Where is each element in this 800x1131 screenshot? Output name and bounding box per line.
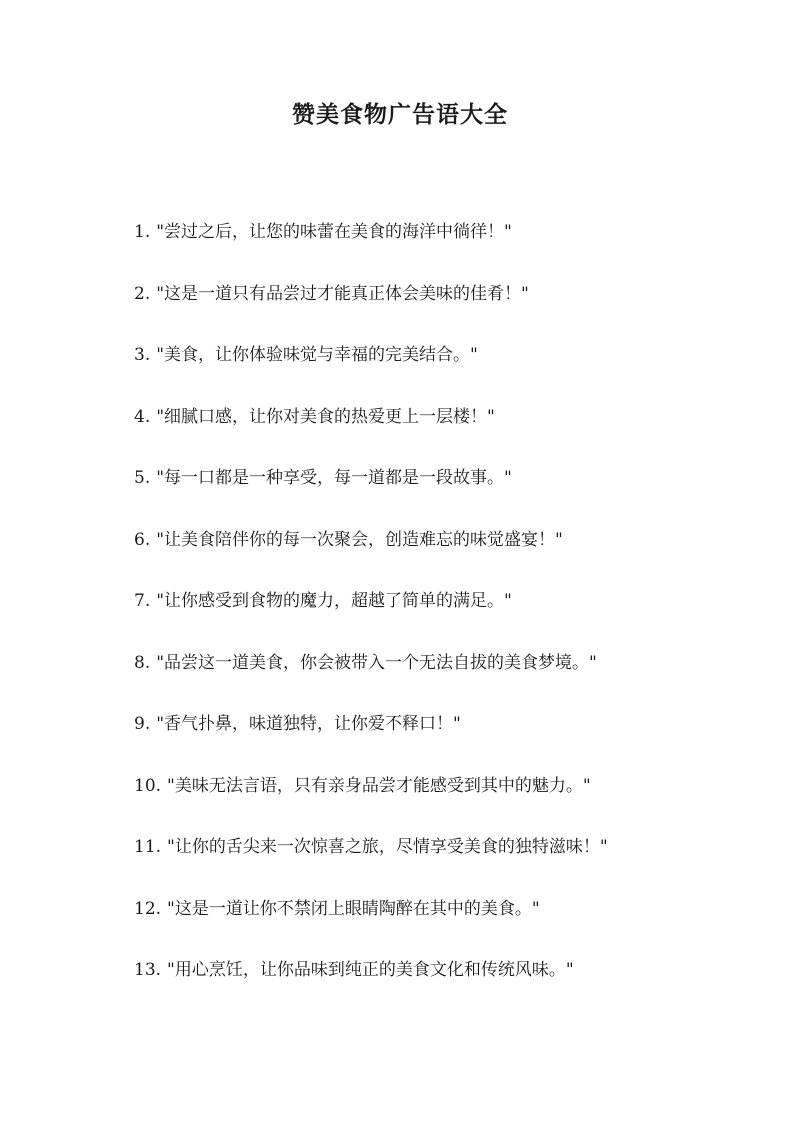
list-item — [134, 772, 774, 834]
item-number: 7. — [134, 591, 151, 611]
list-item — [134, 403, 774, 465]
item-number: 9. — [134, 714, 151, 734]
item-number: 4. — [134, 406, 151, 427]
list-item — [134, 218, 774, 280]
item-text: "让你感受到食物的魔力，超越了简单的满足。" — [156, 591, 512, 611]
item-text: "让美食陪伴你的每一次聚会，创造难忘的味觉盛宴！" — [156, 529, 563, 550]
item-number: 5. — [134, 468, 151, 488]
item-text: "细腻口感，让你对美食的热爱更上一层楼！" — [156, 406, 495, 427]
item-text: "这是一道只有品尝过才能真正体会美味的佳肴！" — [156, 283, 529, 304]
item-text: "用心烹饪，让你品味到纯正的美食文化和传统风味。" — [167, 960, 574, 980]
item-number: 13. — [134, 960, 162, 980]
slogan-list — [134, 218, 774, 1018]
document-title: 赞美食物广告语大全 — [292, 101, 508, 128]
item-text: "这是一道让你不禁闭上眼睛陶醉在其中的美食。" — [167, 898, 540, 919]
item-number: 10. — [134, 775, 162, 796]
item-text: "尝过之后，让您的味蕾在美食的海洋中徜徉！" — [156, 222, 512, 242]
list-item — [134, 710, 774, 772]
list-item — [134, 280, 774, 342]
list-item — [134, 833, 774, 895]
item-number: 2. — [134, 283, 151, 304]
item-text: "美食，让你体验味觉与幸福的完美结合。" — [156, 345, 478, 365]
item-number: 11. — [134, 837, 162, 857]
item-text: "香气扑鼻，味道独特，让你爱不释口！" — [156, 714, 461, 734]
list-item — [134, 956, 774, 1018]
list-item — [134, 341, 774, 403]
list-item — [134, 464, 774, 526]
item-text: "每一口都是一种享受，每一道都是一段故事。" — [156, 468, 512, 488]
list-item — [134, 526, 774, 588]
item-number: 12. — [134, 898, 162, 919]
item-text: "让你的舌尖来一次惊喜之旅，尽情享受美食的独特滋味！" — [167, 837, 608, 857]
item-number: 6. — [134, 529, 151, 550]
item-text: "品尝这一道美食，你会被带入一个无法自拔的美食梦境。" — [156, 652, 597, 673]
list-item — [134, 895, 774, 957]
item-number: 8. — [134, 652, 151, 673]
item-text: "美味无法言语，只有亲身品尝才能感受到其中的魅力。" — [167, 775, 591, 796]
item-number: 3. — [134, 345, 151, 365]
item-number: 1. — [134, 222, 151, 242]
list-item — [134, 587, 774, 649]
list-item — [134, 649, 774, 711]
